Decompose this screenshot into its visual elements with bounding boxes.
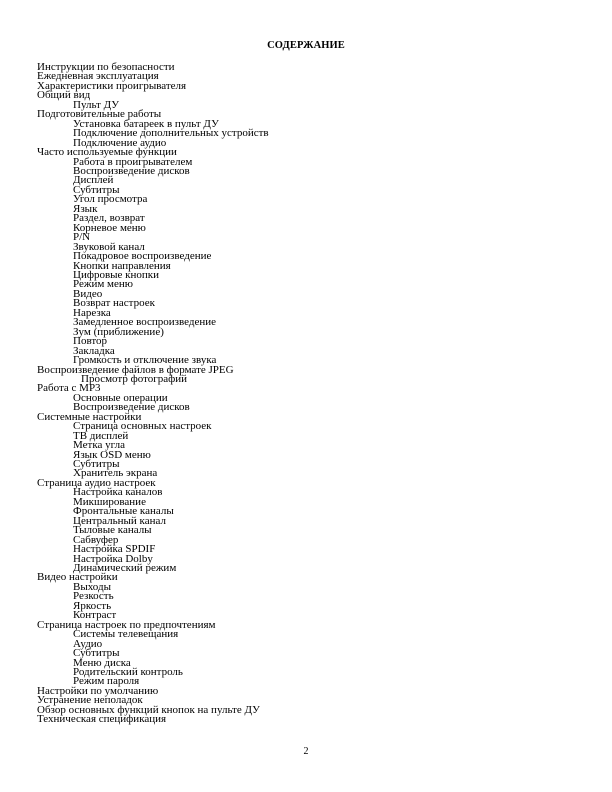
toc-subsection-entry: Подключение аудио [73, 136, 167, 149]
toc-subsection-entry: Установка батареек в пульт ДУ [73, 117, 219, 130]
toc-subsection-entry: Корневое меню [73, 221, 146, 234]
toc-section-entry: Страница аудио настроек [37, 476, 156, 489]
toc-subsection-entry: Меню диска [73, 656, 131, 669]
toc-subsection-entry: Основные операции [73, 391, 168, 404]
toc-subsection-entry: Режим меню [73, 278, 134, 291]
toc-section-entry: Работа с MP3 [37, 382, 101, 395]
toc-subsection-entry: Хранитель экрана [73, 467, 158, 480]
toc-subsection-entry: Микширование [73, 495, 146, 508]
toc-section-entry: Системные настройки [37, 410, 142, 423]
toc-subsection-entry: Страница основных настроек [73, 420, 212, 433]
toc-section-entry: Видео настройки [37, 571, 118, 584]
toc-subsection-entry: Звуковой канал [73, 240, 145, 253]
toc-section-entry: Устранение неполадок [37, 694, 143, 707]
toc-subsection-entry: Подключение дополнительных устройств [73, 127, 269, 140]
toc-subsection-entry: Родительский контроль [73, 666, 183, 678]
toc-subsection-entry: Яркость [73, 599, 112, 612]
toc-subsection-entry: Настройка Dolby [73, 552, 153, 565]
toc-section-entry: Ежедневная эксплуатация [37, 70, 159, 83]
toc-section-entry: Подготовительные работы [37, 108, 162, 121]
toc-subsection-entry: Резкость [73, 590, 114, 603]
toc-subsection-entry: Аудио [73, 637, 103, 650]
toc-subsection-entry: Воспроизведение дисков [73, 164, 190, 177]
toc-subsection-entry: Тыловые каналы [73, 524, 152, 537]
toc-subsection-entry: Воспроизведение дисков [73, 401, 190, 414]
toc-subsection-entry: ТВ дисплей [73, 429, 129, 442]
toc-subsection-entry: Субтитры [73, 647, 120, 660]
toc-section-entry: Страница настроек по предпочтениям [37, 618, 216, 631]
toc-subsection-entry: Цифровые кнопки [73, 268, 160, 281]
toc-subsection-entry: Язык [73, 202, 98, 215]
toc-subsection-entry: Центральный канал [73, 514, 166, 527]
toc-subsection-entry: Нарезка [73, 306, 111, 319]
toc-subsection-entry: Настройка каналов [73, 486, 163, 499]
toc-subsection-entry: P/N [73, 231, 91, 244]
toc-subsection-entry: Замедленное воспроизведение [73, 316, 216, 329]
toc-subsection-entry: Повтор [73, 335, 108, 348]
toc-subsection-entry: Зум (приближение) [73, 325, 164, 338]
toc-subsection-entry: Настройка SPDIF [73, 543, 156, 556]
toc-subsection-entry: Покадровое воспроизведение [73, 250, 212, 263]
toc-subsection-entry: Системы телевещания [73, 628, 179, 641]
toc-section-entry: Общий вид [37, 89, 91, 102]
toc-subsection-entry: Возврат настроек [73, 297, 155, 310]
toc-subsection-entry: Выходы [73, 580, 111, 593]
toc-subsection-entry: Сабвуфер [73, 533, 119, 546]
toc-subsection-entry: Субтитры [73, 183, 120, 196]
toc-subsection-entry: Пульт ДУ [73, 98, 120, 111]
toc-subsection-entry: Работа в проигрывателем [73, 155, 193, 168]
page-number: 2 [303, 746, 309, 757]
page-title: СОДЕРЖАНИЕ [267, 40, 345, 51]
table-of-contents [37, 63, 577, 725]
toc-subsection-entry: Фронтальные каналы [73, 505, 174, 518]
toc-subsection-entry: Язык OSD меню [73, 448, 151, 461]
toc-subsection-entry: Закладка [73, 344, 115, 357]
toc-subsection-entry: Динамический режим [73, 562, 177, 575]
toc-subsection-entry: Кнопки направления [73, 259, 171, 272]
toc-subsection-entry: Дисплей [73, 174, 114, 187]
toc-subsection-entry: Раздел, возврат [73, 212, 145, 225]
toc-subsection-entry: Субтитры [73, 458, 120, 471]
toc-section-entry: Часто используемые функции [37, 146, 177, 159]
toc-subsection-entry: Громкость и отключение звука [73, 354, 217, 367]
toc-subsection-entry: Метка угла [73, 439, 125, 452]
toc-subsection-entry: Угол просмотра [73, 193, 148, 206]
toc-subsection-entry: Контраст [73, 609, 117, 622]
toc-subsection-entry: Видео [73, 287, 103, 300]
toc-section-entry: Техническая спецификация [37, 713, 167, 726]
toc-section-entry: Настройки по умолчанию [37, 684, 159, 697]
toc-section-entry: Обзор основных функций кнопок на пульте ДУ [37, 703, 260, 716]
toc-section-entry: Инструкции по безопасности [37, 61, 175, 73]
toc-section-entry: Воспроизведение файлов в формате JPEG [37, 363, 234, 376]
toc-section-entry: Характеристики проигрывателя [37, 79, 187, 92]
toc-subsection-entry: Режим пароля [73, 675, 140, 688]
toc-subsection-entry: Просмотр фотографий [81, 372, 188, 385]
